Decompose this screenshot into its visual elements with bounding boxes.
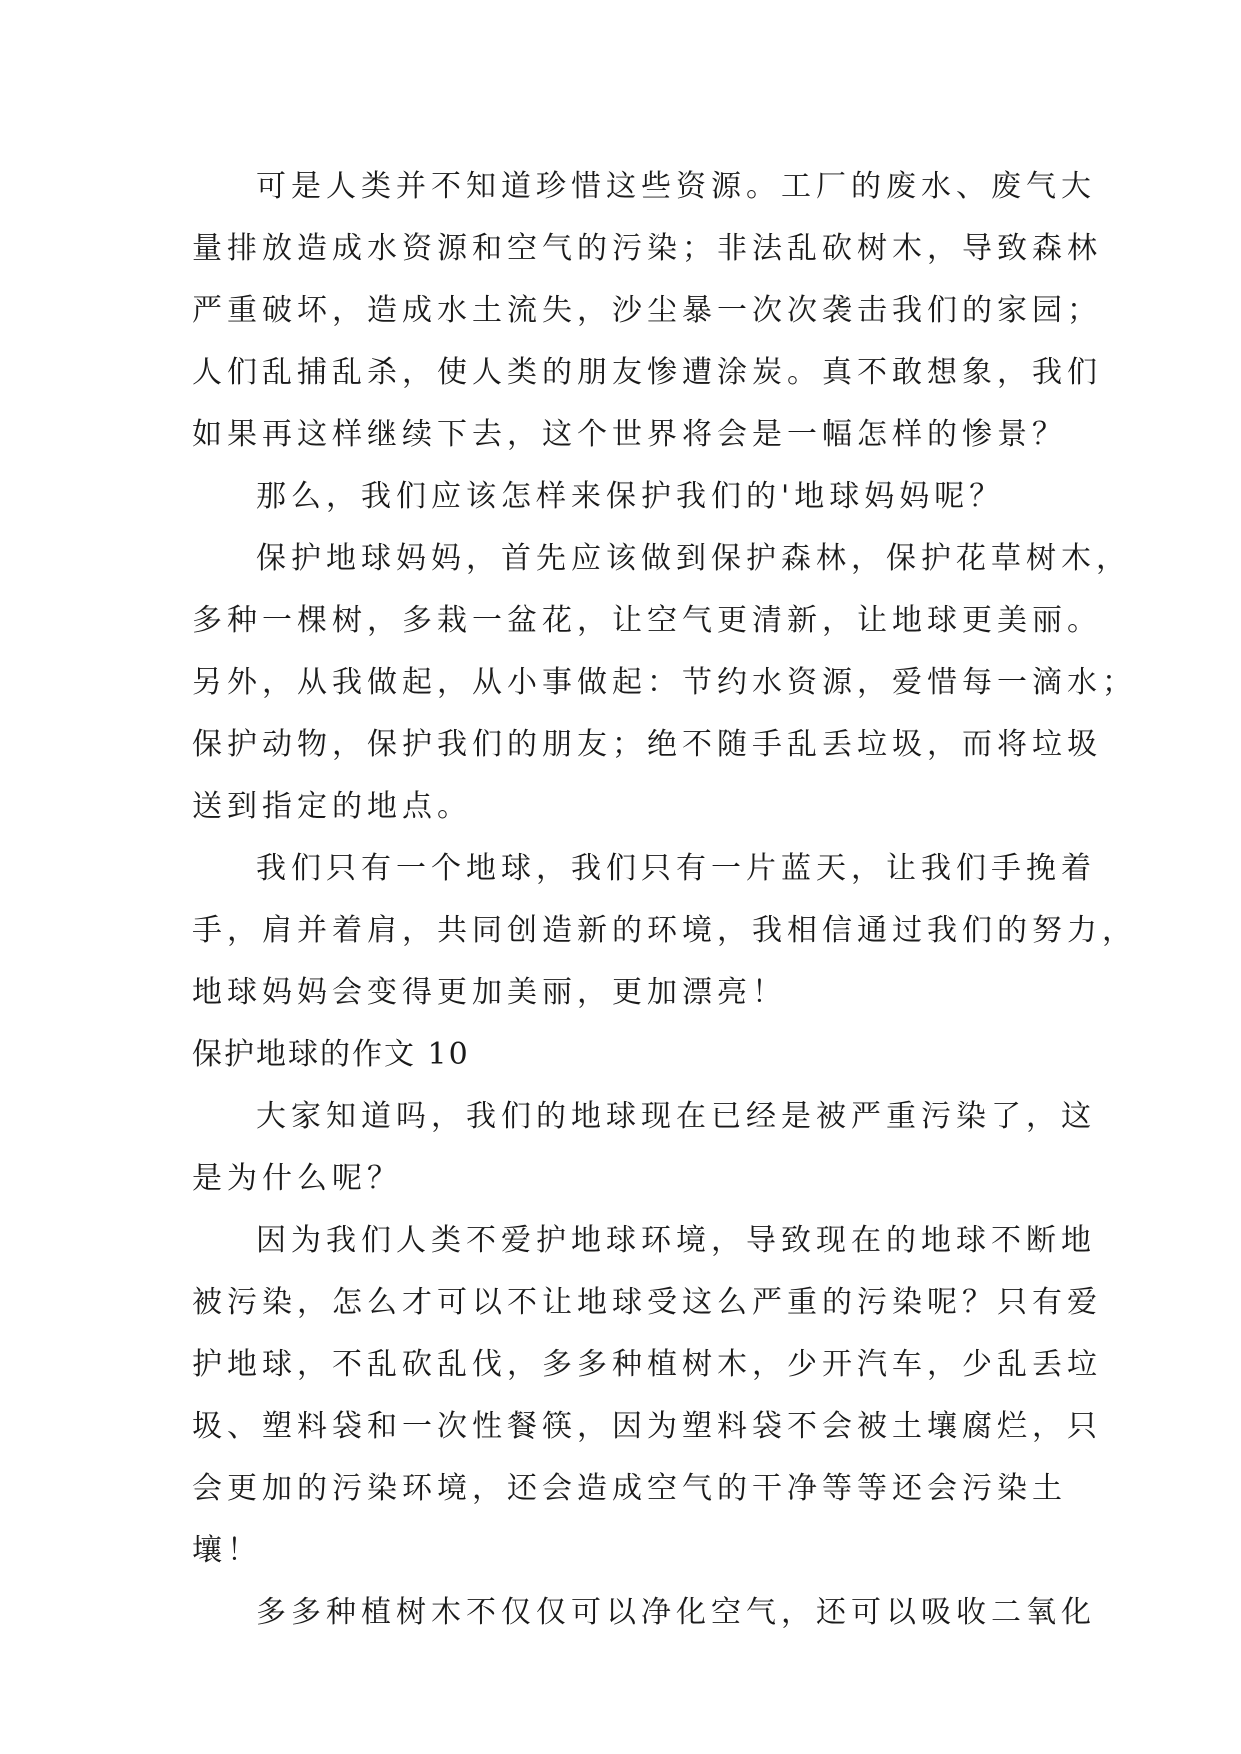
text-line: 可是人类并不知道珍惜这些资源。工厂的废水、废气大 bbox=[256, 169, 1096, 204]
text-line: 严重破坏，造成水土流失，沙尘暴一次次袭击我们的家园； bbox=[192, 293, 1102, 328]
text-line: 因为我们人类不爱护地球环境，导致现在的地球不断地 bbox=[256, 1223, 1096, 1258]
text-line: 是为什么呢？ bbox=[192, 1161, 402, 1196]
text-line: 另外，从我做起，从小事做起：节约水资源，爱惜每一滴水； bbox=[192, 665, 1137, 700]
text-line: 如果再这样继续下去，这个世界将会是一幅怎样的惨景？ bbox=[192, 417, 1067, 452]
text-line: 保护地球妈妈，首先应该做到保护森林，保护花草树木， bbox=[256, 541, 1131, 576]
text-line: 护地球，不乱砍乱伐，多多种植树木，少开汽车，少乱丢垃 bbox=[192, 1347, 1102, 1382]
text-line: 多种一棵树，多栽一盆花，让空气更清新，让地球更美丽。 bbox=[192, 603, 1102, 638]
text-line: 手，肩并着肩，共同创造新的环境，我相信通过我们的努力， bbox=[192, 913, 1137, 948]
text-line: 多多种植树木不仅仅可以净化空气，还可以吸收二氧化 bbox=[256, 1595, 1096, 1630]
text-line: 被污染，怎么才可以不让地球受这么严重的污染呢？只有爱 bbox=[192, 1285, 1102, 1320]
text-line: 那么，我们应该怎样来保护我们的'地球妈妈呢？ bbox=[256, 479, 1005, 514]
text-line: 壤！ bbox=[192, 1533, 262, 1568]
text-line: 地球妈妈会变得更加美丽，更加漂亮！ bbox=[192, 975, 787, 1010]
text-line: 大家知道吗，我们的地球现在已经是被严重污染了，这 bbox=[256, 1099, 1096, 1134]
text-line: 送到指定的地点。 bbox=[192, 789, 472, 824]
text-line: 量排放造成水资源和空气的污染；非法乱砍树木，导致森林 bbox=[192, 231, 1102, 266]
document-body bbox=[192, 156, 1137, 1644]
section-heading: 保护地球的作文 10 bbox=[192, 1037, 470, 1072]
text-line: 我们只有一个地球，我们只有一片蓝天，让我们手挽着 bbox=[256, 851, 1096, 886]
text-line: 会更加的污染环境，还会造成空气的干净等等还会污染土 bbox=[192, 1471, 1067, 1506]
text-line: 人们乱捕乱杀，使人类的朋友惨遭涂炭。真不敢想象，我们 bbox=[192, 355, 1102, 390]
text-line: 保护动物，保护我们的朋友；绝不随手乱丢垃圾，而将垃圾 bbox=[192, 727, 1102, 762]
text-line: 圾、塑料袋和一次性餐筷，因为塑料袋不会被土壤腐烂，只 bbox=[192, 1409, 1102, 1444]
